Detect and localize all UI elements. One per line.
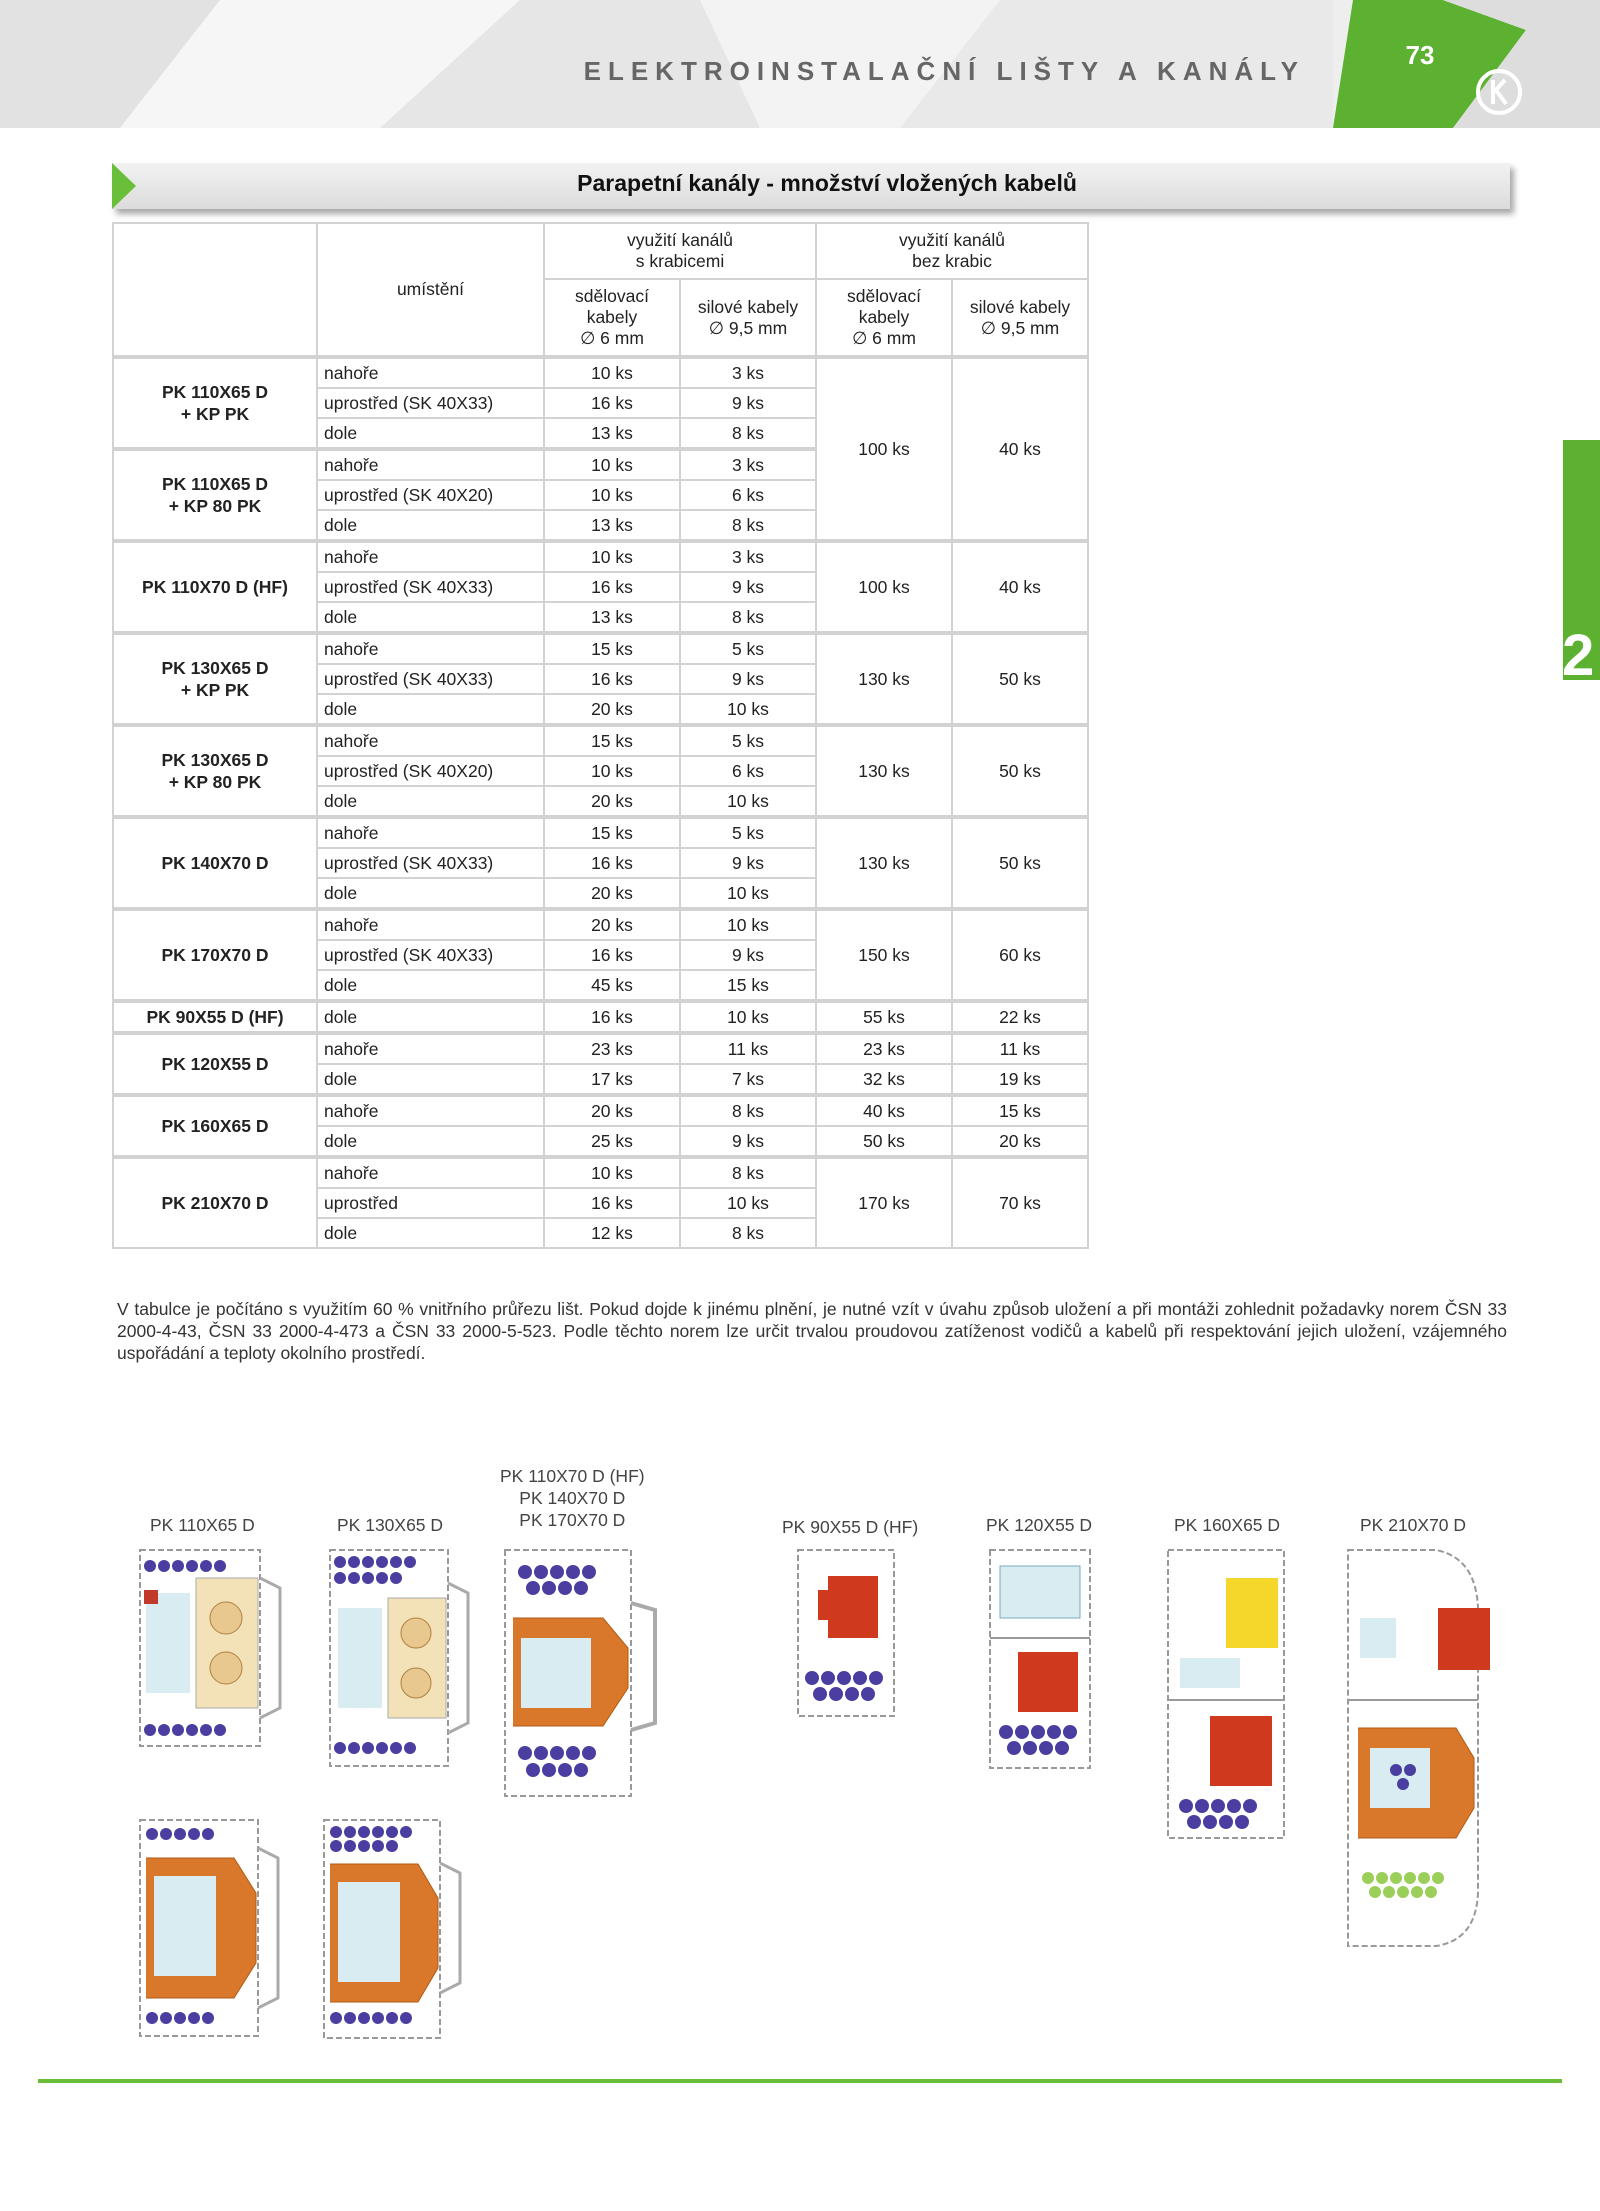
position-cell: uprostřed	[317, 1188, 544, 1218]
position-cell: nahoře	[317, 357, 544, 388]
header-empty-cell	[113, 223, 317, 357]
value-cell: 9 ks	[680, 1126, 816, 1157]
value-cell: 16 ks	[544, 572, 680, 602]
value-cell: 100 ks	[816, 357, 952, 541]
value-cell: 10 ks	[680, 694, 816, 725]
value-cell: 9 ks	[680, 664, 816, 694]
position-cell: nahoře	[317, 633, 544, 664]
value-cell: 19 ks	[952, 1064, 1088, 1095]
value-cell: 15 ks	[544, 817, 680, 848]
value-cell: 6 ks	[680, 756, 816, 786]
table-note: V tabulce je počítáno s využitím 60 % vnitřního průřezu lišt. Pokud dojde k jinému plnění, je nutné vzít v úvahu způsob uložení a při montáži zohlednit požadavky norem ČSN 33 2000-4-43, ČSN 33 2000-4-473 a ČSN 33 2000-5-523. Podle těchto norem lze určit trvalou proudovou zatíženost vodičů a kabelů při respektování jejich uložení, vzájemného uspořádání a teploty okolního prostředí.	[117, 1299, 1507, 1363]
position-cell: uprostřed (SK 40X33)	[317, 940, 544, 970]
position-cell: nahoře	[317, 909, 544, 940]
diagram-label: PK 160X65 D	[1174, 1515, 1281, 1535]
value-cell: 20 ks	[544, 694, 680, 725]
value-cell: 10 ks	[544, 756, 680, 786]
value-cell: 130 ks	[816, 725, 952, 817]
page-number: 73	[1405, 40, 1435, 70]
product-cell: PK 140X70 D	[113, 817, 317, 909]
header-without-boxes: využití kanálů bez krabic	[816, 223, 1088, 279]
value-cell: 12 ks	[544, 1218, 680, 1248]
value-cell: 45 ks	[544, 970, 680, 1001]
value-cell: 100 ks	[816, 541, 952, 633]
value-cell: 7 ks	[680, 1064, 816, 1095]
value-cell: 8 ks	[680, 418, 816, 449]
position-cell: dole	[317, 602, 544, 633]
value-cell: 5 ks	[680, 725, 816, 756]
diagram-label: PK 90X55 D (HF)	[782, 1517, 919, 1537]
product-cell: PK 110X65 D + KP 80 PK	[113, 449, 317, 541]
cross-section-pk110x70-icon	[503, 1548, 663, 1798]
position-cell: uprostřed (SK 40X20)	[317, 480, 544, 510]
header-comm-cables: sdělovací kabely ∅ 6 mm	[816, 279, 952, 357]
product-cell: PK 130X65 D + KP PK	[113, 633, 317, 725]
table-row	[113, 357, 1088, 388]
header-power-cables: silové kabely ∅ 9,5 mm	[952, 279, 1088, 357]
header-position-label: umístění	[396, 279, 465, 299]
value-cell: 15 ks	[544, 725, 680, 756]
cross-section-pk130x65-variant-icon	[322, 1818, 472, 2040]
value-cell: 17 ks	[544, 1064, 680, 1095]
table-row	[113, 1001, 1088, 1033]
product-cell: PK 120X55 D	[113, 1033, 317, 1095]
table-row	[113, 909, 1088, 940]
header-comm-cables: sdělovací kabely ∅ 6 mm	[544, 279, 680, 357]
value-cell: 10 ks	[544, 357, 680, 388]
value-cell: 10 ks	[680, 878, 816, 909]
value-cell: 32 ks	[816, 1064, 952, 1095]
cross-section-pk210x70-icon	[1346, 1548, 1506, 1950]
value-cell: 22 ks	[952, 1001, 1088, 1033]
position-cell: nahoře	[317, 1095, 544, 1126]
position-cell: dole	[317, 418, 544, 449]
value-cell: 11 ks	[952, 1033, 1088, 1064]
value-cell: 150 ks	[816, 909, 952, 1001]
table-row	[113, 1033, 1088, 1064]
value-cell: 15 ks	[544, 633, 680, 664]
footer-line	[38, 2079, 1562, 2083]
product-cell: PK 90X55 D (HF)	[113, 1001, 317, 1033]
position-cell: nahoře	[317, 449, 544, 480]
table-row	[113, 817, 1088, 848]
page-number-tab	[1333, 0, 1600, 128]
cross-section-pk110x65-variant-icon	[138, 1818, 288, 2038]
value-cell: 10 ks	[544, 480, 680, 510]
value-cell: 8 ks	[680, 1095, 816, 1126]
position-cell: uprostřed (SK 40X33)	[317, 848, 544, 878]
diagram-label: PK 110X70 D (HF) PK 140X70 D PK 170X70 D	[500, 1466, 645, 1530]
header-with-boxes: využití kanálů s krabicemi	[544, 223, 816, 279]
value-cell: 23 ks	[544, 1033, 680, 1064]
value-cell: 16 ks	[544, 848, 680, 878]
chapter-number: 2	[1562, 623, 1595, 688]
value-cell: 40 ks	[952, 541, 1088, 633]
value-cell: 9 ks	[680, 388, 816, 418]
value-cell: 13 ks	[544, 510, 680, 541]
position-cell: uprostřed (SK 40X33)	[317, 572, 544, 602]
position-cell: uprostřed (SK 40X33)	[317, 388, 544, 418]
value-cell: 10 ks	[544, 1157, 680, 1188]
header-power-cables: silové kabely ∅ 9,5 mm	[680, 279, 816, 357]
value-cell: 8 ks	[680, 510, 816, 541]
brand-logo-icon	[1475, 68, 1523, 116]
value-cell: 50 ks	[952, 817, 1088, 909]
value-cell: 9 ks	[680, 848, 816, 878]
product-cell: PK 170X70 D	[113, 909, 317, 1001]
header-position	[317, 223, 544, 357]
value-cell: 9 ks	[680, 940, 816, 970]
position-cell: dole	[317, 1064, 544, 1095]
diagram-label: PK 110X65 D	[150, 1515, 255, 1535]
position-cell: uprostřed (SK 40X33)	[317, 664, 544, 694]
cross-section-pk120x55-icon	[988, 1548, 1098, 1770]
position-cell: dole	[317, 970, 544, 1001]
value-cell: 11 ks	[680, 1033, 816, 1064]
product-cell: PK 110X65 D + KP PK	[113, 357, 317, 449]
cross-section-pk110x65-icon	[138, 1548, 288, 1748]
value-cell: 40 ks	[952, 357, 1088, 541]
value-cell: 40 ks	[816, 1095, 952, 1126]
diagram-label: PK 130X65 D	[337, 1515, 444, 1535]
value-cell: 10 ks	[544, 541, 680, 572]
value-cell: 6 ks	[680, 480, 816, 510]
value-cell: 15 ks	[680, 970, 816, 1001]
product-cell: PK 210X70 D	[113, 1157, 317, 1248]
position-cell: dole	[317, 786, 544, 817]
value-cell: 9 ks	[680, 572, 816, 602]
value-cell: 16 ks	[544, 388, 680, 418]
cross-section-pk90x55-icon	[796, 1548, 906, 1718]
product-cell: PK 160X65 D	[113, 1095, 317, 1157]
value-cell: 25 ks	[544, 1126, 680, 1157]
table-header-row	[113, 223, 1088, 279]
product-cell: PK 130X65 D + KP 80 PK	[113, 725, 317, 817]
value-cell: 3 ks	[680, 357, 816, 388]
cross-section-pk130x65-icon	[328, 1548, 478, 1768]
value-cell: 20 ks	[544, 786, 680, 817]
value-cell: 10 ks	[680, 1188, 816, 1218]
value-cell: 16 ks	[544, 1001, 680, 1033]
value-cell: 16 ks	[544, 940, 680, 970]
position-cell: dole	[317, 510, 544, 541]
value-cell: 15 ks	[952, 1095, 1088, 1126]
value-cell: 20 ks	[544, 1095, 680, 1126]
value-cell: 16 ks	[544, 664, 680, 694]
position-cell: dole	[317, 1001, 544, 1033]
value-cell: 20 ks	[544, 878, 680, 909]
position-cell: nahoře	[317, 725, 544, 756]
value-cell: 70 ks	[952, 1157, 1088, 1248]
value-cell: 16 ks	[544, 1188, 680, 1218]
value-cell: 13 ks	[544, 602, 680, 633]
value-cell: 3 ks	[680, 449, 816, 480]
value-cell: 3 ks	[680, 541, 816, 572]
value-cell: 50 ks	[816, 1126, 952, 1157]
value-cell: 50 ks	[952, 633, 1088, 725]
position-cell: nahoře	[317, 1157, 544, 1188]
value-cell: 10 ks	[680, 786, 816, 817]
section-title: Parapetní kanály - množství vložených kabelů	[577, 170, 1077, 196]
value-cell: 60 ks	[952, 909, 1088, 1001]
value-cell: 10 ks	[680, 909, 816, 940]
value-cell: 5 ks	[680, 633, 816, 664]
diagram-label: PK 210X70 D	[1360, 1515, 1467, 1535]
position-cell: dole	[317, 694, 544, 725]
table-row	[113, 633, 1088, 664]
position-cell: dole	[317, 1126, 544, 1157]
value-cell: 170 ks	[816, 1157, 952, 1248]
diagram-label: PK 120X55 D	[986, 1515, 1093, 1535]
cable-capacity-table	[112, 222, 1089, 1249]
position-cell: nahoře	[317, 817, 544, 848]
value-cell: 10 ks	[680, 1001, 816, 1033]
position-cell: dole	[317, 1218, 544, 1248]
value-cell: 20 ks	[952, 1126, 1088, 1157]
product-cell: PK 110X70 D (HF)	[113, 541, 317, 633]
value-cell: 8 ks	[680, 1157, 816, 1188]
value-cell: 13 ks	[544, 418, 680, 449]
value-cell: 50 ks	[952, 725, 1088, 817]
value-cell: 8 ks	[680, 1218, 816, 1248]
value-cell: 130 ks	[816, 817, 952, 909]
cross-section-pk160x65-icon	[1166, 1548, 1291, 1840]
header-title: ELEKTROINSTALAČNÍ LIŠTY A KANÁLY	[583, 56, 1305, 86]
table-row	[113, 725, 1088, 756]
value-cell: 8 ks	[680, 602, 816, 633]
value-cell: 55 ks	[816, 1001, 952, 1033]
value-cell: 23 ks	[816, 1033, 952, 1064]
value-cell: 10 ks	[544, 449, 680, 480]
table-row	[113, 541, 1088, 572]
table-row	[113, 1157, 1088, 1188]
position-cell: uprostřed (SK 40X20)	[317, 756, 544, 786]
value-cell: 20 ks	[544, 909, 680, 940]
value-cell: 5 ks	[680, 817, 816, 848]
position-cell: dole	[317, 878, 544, 909]
position-cell: nahoře	[317, 1033, 544, 1064]
table-row	[113, 1095, 1088, 1126]
value-cell: 130 ks	[816, 633, 952, 725]
position-cell: nahoře	[317, 541, 544, 572]
